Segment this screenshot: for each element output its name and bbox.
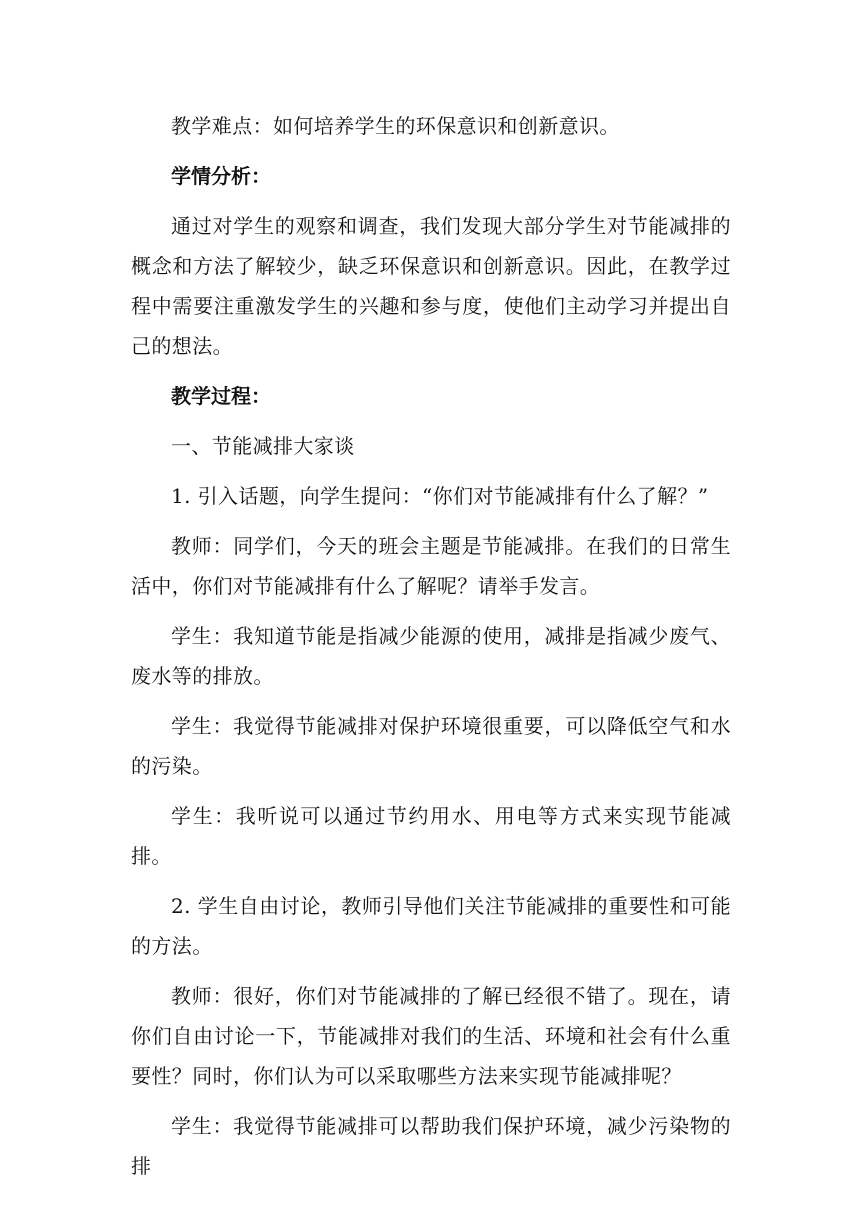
teacher-line-one: 教师：同学们，今天的班会主题是节能减排。在我们的日常生活中，你们对节能减排有什么了解呢？请举手发言。 [131,534,731,598]
student-line-three: 学生：我听说可以通过节约用水、用电等方式来实现节能减排。 [131,804,731,868]
step-two: 2. 学生自由讨论，教师引导他们关注节能减排的重要性和可能的方法。 [131,894,731,958]
teaching-difficulty: 教学难点：如何培养学生的环保意识和创新意识。 [171,114,620,138]
section-title: 一、节能减排大家谈 [171,434,355,458]
analysis-paragraph: 通过对学生的观察和调查，我们发现大部分学生对节能减排的概念和方法了解较少，缺乏环保意识和创新意识。因此，在教学过程中需要注重激发学生的兴趣和参与度，使他们主动学习并提出自己的想法。 [131,214,731,358]
spacer [131,416,731,426]
step-one: 1. 引入话题，向学生提问：“你们对节能减排有什么了解？” [171,484,709,508]
student-line-one: 学生：我知道节能是指减少能源的使用，减排是指减少废气、废水等的排放。 [131,624,731,688]
spacer [131,966,731,976]
spacer [131,516,731,526]
spacer [131,1096,731,1106]
spacer [131,196,731,206]
spacer [131,786,731,796]
spacer [131,146,731,156]
analysis-heading: 学情分析： [171,164,271,188]
spacer [131,466,731,476]
process-heading: 教学过程： [171,384,271,408]
spacer [131,606,731,616]
document-body [131,106,731,1186]
spacer [131,876,731,886]
spacer [131,696,731,706]
student-line-two: 学生：我觉得节能减排对保护环境很重要，可以降低空气和水的污染。 [131,714,731,778]
student-line-four: 学生：我觉得节能减排可以帮助我们保护环境，减少污染物的排 [131,1114,731,1178]
spacer [131,366,731,376]
teacher-line-two: 教师：很好，你们对节能减排的了解已经很不错了。现在，请你们自由讨论一下，节能减排对我们的生活、环境和社会有什么重要性？同时，你们认为可以采取哪些方法来实现节能减排呢？ [131,984,731,1088]
